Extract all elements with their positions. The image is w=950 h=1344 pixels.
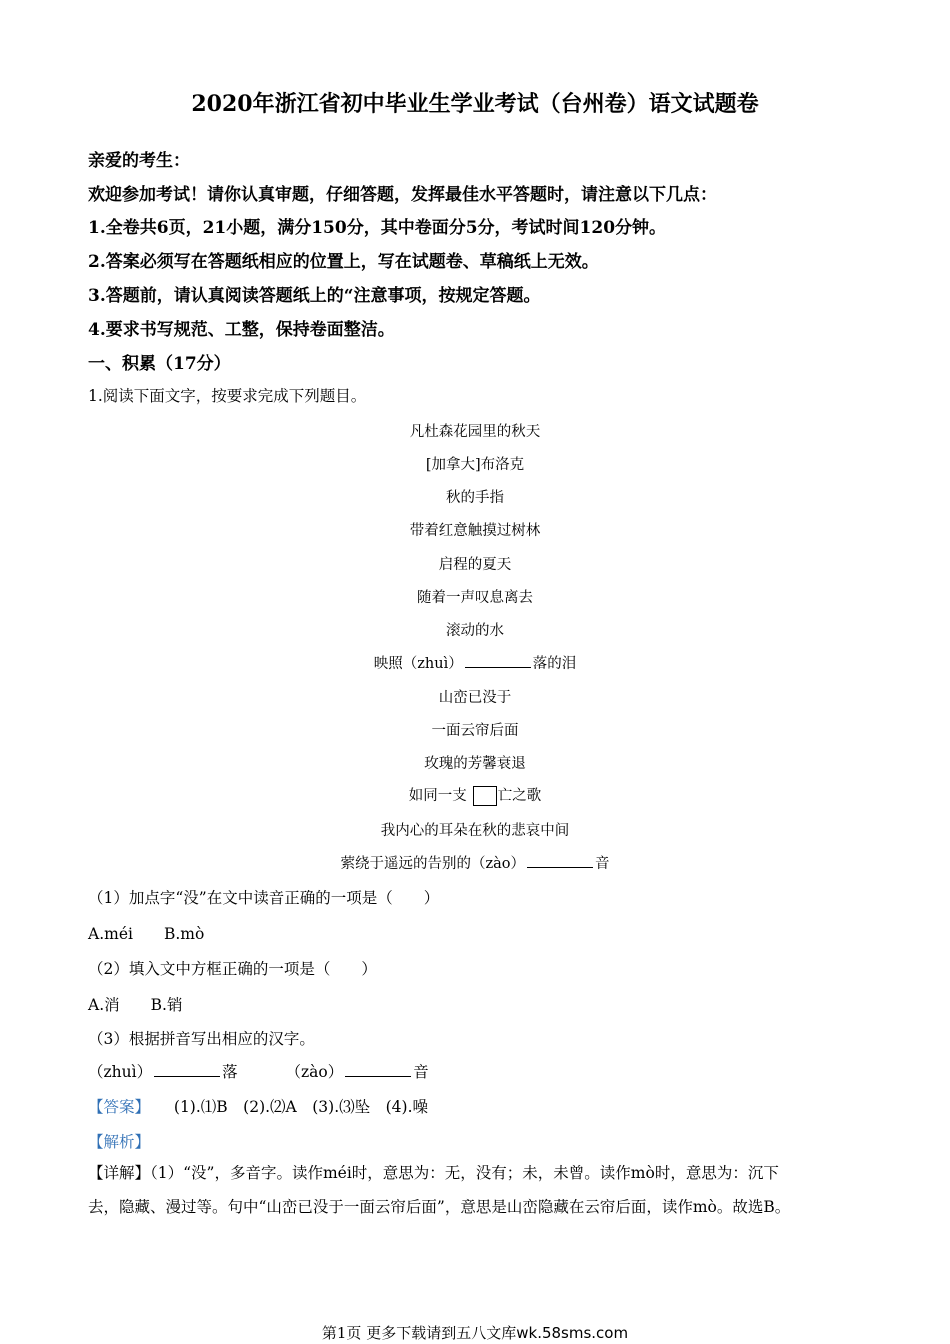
sub-question-3-blanks bbox=[88, 1060, 429, 1082]
poem-line-zao bbox=[0, 852, 950, 873]
rule-2: 2.答案必须写在答题纸相应的位置上，写在试题卷、草稿纸上无效。 bbox=[88, 252, 599, 272]
zao-pinyin: （zào） bbox=[285, 1063, 344, 1081]
page-footer bbox=[0, 1322, 950, 1343]
poem-line: 山峦已没于 bbox=[438, 690, 512, 706]
poem-title: 凡杜森花园里的秋天 bbox=[409, 424, 541, 440]
poem-line: 我内心的耳朵在秋的悲哀中间 bbox=[380, 823, 570, 839]
detail-line-2: 去，隐藏、漫过等。句中“山峦已没于一面云帘后面”，意思是山峦隐藏在云帘后面，读作mò。故选B。 bbox=[88, 1198, 791, 1216]
greeting: 亲爱的考生： bbox=[88, 151, 190, 171]
poem-line-zhui-before: 映照（zhuì） bbox=[373, 656, 463, 672]
sub-question-1: （1）加点字“没”在文中读音正确的一项是（ ） bbox=[88, 889, 440, 907]
yin-char: 音 bbox=[413, 1063, 429, 1081]
detail-line-1-text: （1）“没”，多音字。读作méi时，意思为：无，没有；未，未曾。读作mò时，意思为：沉下 bbox=[150, 1164, 779, 1182]
answer-box bbox=[473, 786, 497, 806]
poem-line: 秋的手指 bbox=[446, 490, 504, 506]
welcome-text: 欢迎参加考试！请你认真审题，仔细答题，发挥最佳水平答题时，请注意以下几点： bbox=[88, 185, 717, 205]
section-heading: 一、积累（17分） bbox=[88, 354, 231, 374]
zhui-answer-blank bbox=[154, 1062, 220, 1077]
poem-line: 滚动的水 bbox=[446, 623, 504, 639]
zhui-blank bbox=[465, 653, 531, 668]
analysis-label: 【解析】 bbox=[88, 1133, 151, 1151]
poem-line-zao-after: 音 bbox=[595, 856, 610, 872]
zao-answer-blank bbox=[345, 1062, 411, 1077]
poem-line-box bbox=[0, 784, 950, 806]
poem-author: [加拿大]布洛克 bbox=[425, 457, 525, 473]
sub-question-3: （3）根据拼音写出相应的汉字。 bbox=[88, 1030, 315, 1048]
poem-line-zhui bbox=[0, 652, 950, 673]
luo-char: 落 bbox=[222, 1063, 238, 1081]
detail-paragraph bbox=[88, 1156, 864, 1224]
question-1-prompt: 1.阅读下面文字，按要求完成下列题目。 bbox=[88, 387, 367, 405]
poem-line: 随着一声叹息离去 bbox=[417, 590, 533, 606]
poem-line-zao-before: 萦绕于遥远的告别的（zào） bbox=[340, 856, 525, 872]
detail-line-1 bbox=[88, 1156, 864, 1190]
rule-3: 3.答题前，请认真阅读答题纸上的“注意事项，按规定答题。 bbox=[88, 286, 541, 306]
page-title: 2020年浙江省初中毕业生学业考试（台州卷）语文试题卷 bbox=[191, 91, 759, 117]
rule-4: 4.要求书写规范、工整，保持卷面整洁。 bbox=[88, 320, 395, 340]
detail-label: 【详解】 bbox=[88, 1164, 151, 1182]
zao-blank bbox=[527, 853, 593, 868]
poem-line: 一面云帘后面 bbox=[431, 723, 519, 739]
zhui-pinyin: （zhuì） bbox=[88, 1063, 153, 1081]
poem-line: 启程的夏天 bbox=[438, 557, 512, 573]
answer-text: (1).⑴B (2).⑵A (3).⑶坠 (4).噪 bbox=[173, 1098, 429, 1116]
poem-line-box-after: 亡之歌 bbox=[497, 788, 542, 804]
answer-label: 【答案】 bbox=[88, 1098, 151, 1116]
poem-line: 玫瑰的芳馨衰退 bbox=[424, 756, 526, 772]
rule-1: 1.全卷共6页，21小题，满分150分，其中卷面分5分，考试时间120分钟。 bbox=[88, 218, 667, 238]
answer-line bbox=[88, 1095, 428, 1117]
poem-line-box-before: 如同一支 bbox=[408, 788, 467, 804]
footer-page: 第1页 bbox=[321, 1324, 362, 1342]
sub-question-2-options: A.消 B.销 bbox=[88, 996, 183, 1014]
sub-question-1-options: A.méi B.mò bbox=[88, 925, 205, 943]
footer-site-link[interactable]: wk.58sms.com bbox=[516, 1324, 629, 1342]
sub-question-2: （2）填入文中方框正确的一项是（ ） bbox=[88, 960, 377, 978]
poem-line-zhui-after: 落的泪 bbox=[532, 656, 577, 672]
poem-line: 带着红意触摸过树林 bbox=[409, 523, 541, 539]
footer-more: 更多下载请到五八文库 bbox=[366, 1324, 517, 1342]
